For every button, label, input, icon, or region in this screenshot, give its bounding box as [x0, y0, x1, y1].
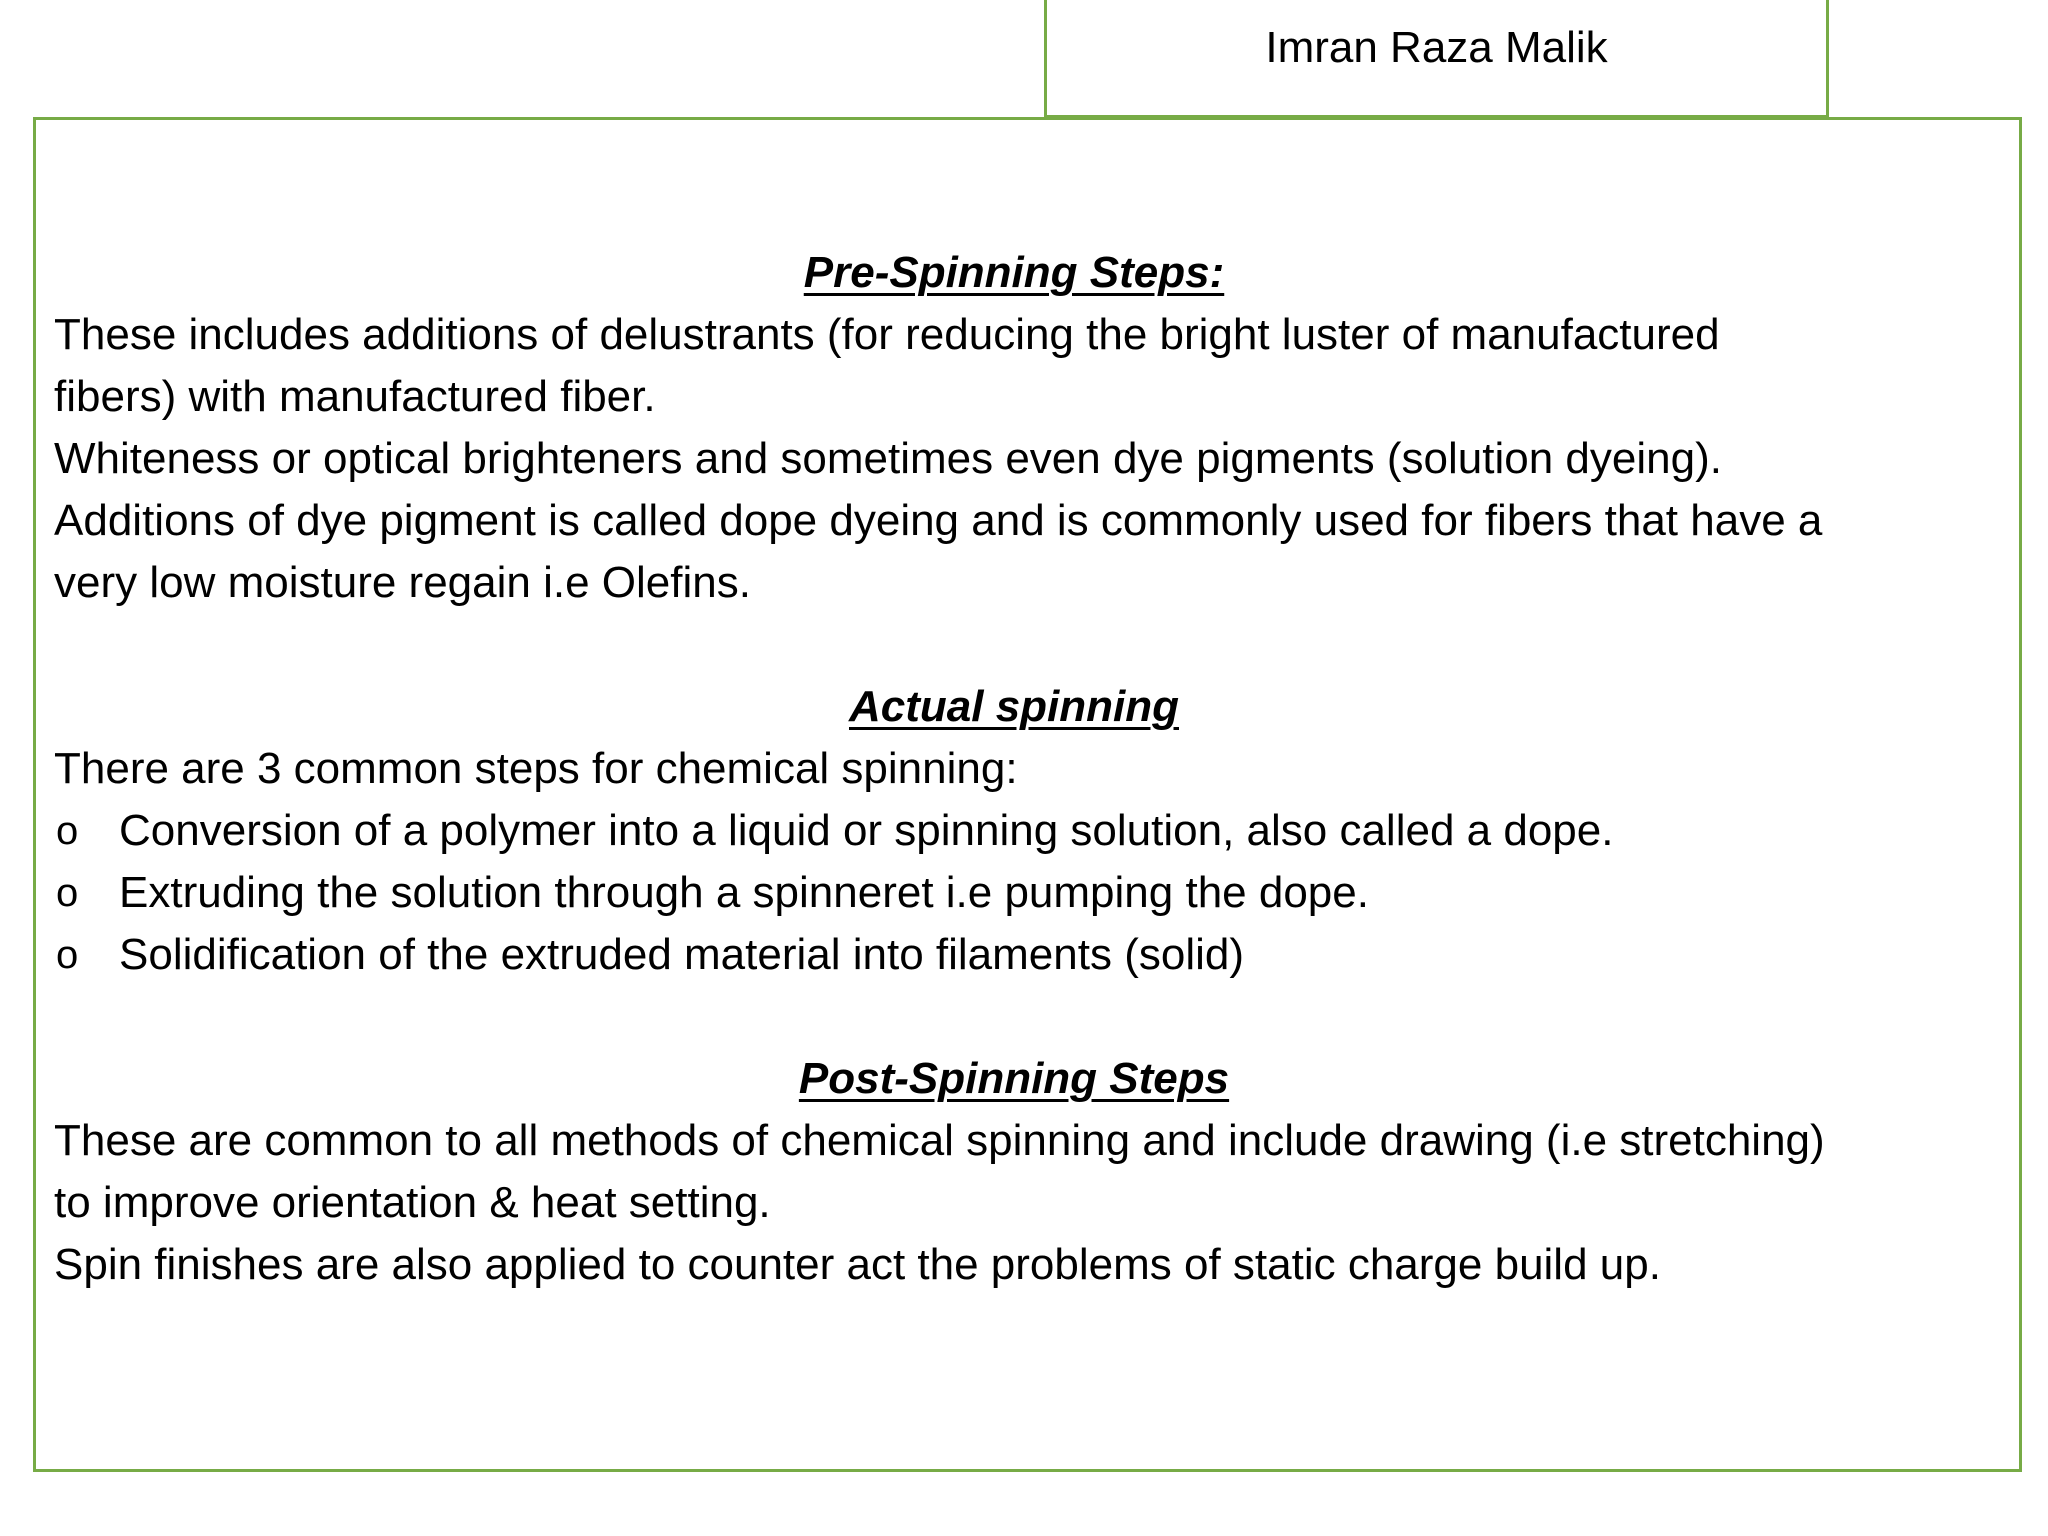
author-box — [1044, 0, 1829, 118]
author-name: Imran Raza Malik — [1265, 23, 1608, 72]
spinning-steps-list — [54, 800, 1974, 986]
pre-spinning-heading: Pre-Spinning Steps: — [803, 248, 1225, 297]
actual-spinning-intro: There are 3 common steps for chemical spinning: — [54, 744, 1018, 793]
bullet-text: Conversion of a polymer into a liquid or spinning solution, also called a dope. — [119, 806, 1614, 855]
actual-spinning-heading: Actual spinning — [849, 682, 1179, 731]
list-item — [54, 800, 1974, 862]
spacer — [54, 614, 1974, 676]
bullet-circle-icon: o — [56, 809, 79, 853]
slide-content — [54, 242, 1974, 1296]
bullet-circle-icon: o — [56, 871, 79, 915]
list-item — [54, 924, 1974, 986]
post-spinning-line-3: Spin finishes are also applied to counter act the problems of static charge build up. — [54, 1240, 1661, 1289]
list-item — [54, 862, 1974, 924]
post-spinning-heading: Post-Spinning Steps — [798, 1054, 1230, 1103]
pre-spinning-line-3: Whiteness or optical brighteners and sometimes even dye pigments (solution dyeing). — [54, 434, 1722, 483]
post-spinning-line-1: These are common to all methods of chemical spinning and include drawing (i.e stretching) — [54, 1116, 1825, 1165]
pre-spinning-line-5: very low moisture regain i.e Olefins. — [54, 558, 751, 607]
bullet-circle-icon: o — [56, 933, 79, 977]
spacer — [54, 986, 1974, 1048]
post-spinning-line-2: to improve orientation & heat setting. — [54, 1178, 771, 1227]
pre-spinning-line-4: Additions of dye pigment is called dope dyeing and is commonly used for fibers that have a — [54, 496, 1823, 545]
bullet-text: Extruding the solution through a spinneret i.e pumping the dope. — [119, 868, 1369, 917]
bullet-text: Solidification of the extruded material into filaments (solid) — [119, 930, 1244, 979]
pre-spinning-line-1: These includes additions of delustrants (for reducing the bright luster of manufactured — [54, 310, 1720, 359]
pre-spinning-line-2: fibers) with manufactured fiber. — [54, 372, 656, 421]
